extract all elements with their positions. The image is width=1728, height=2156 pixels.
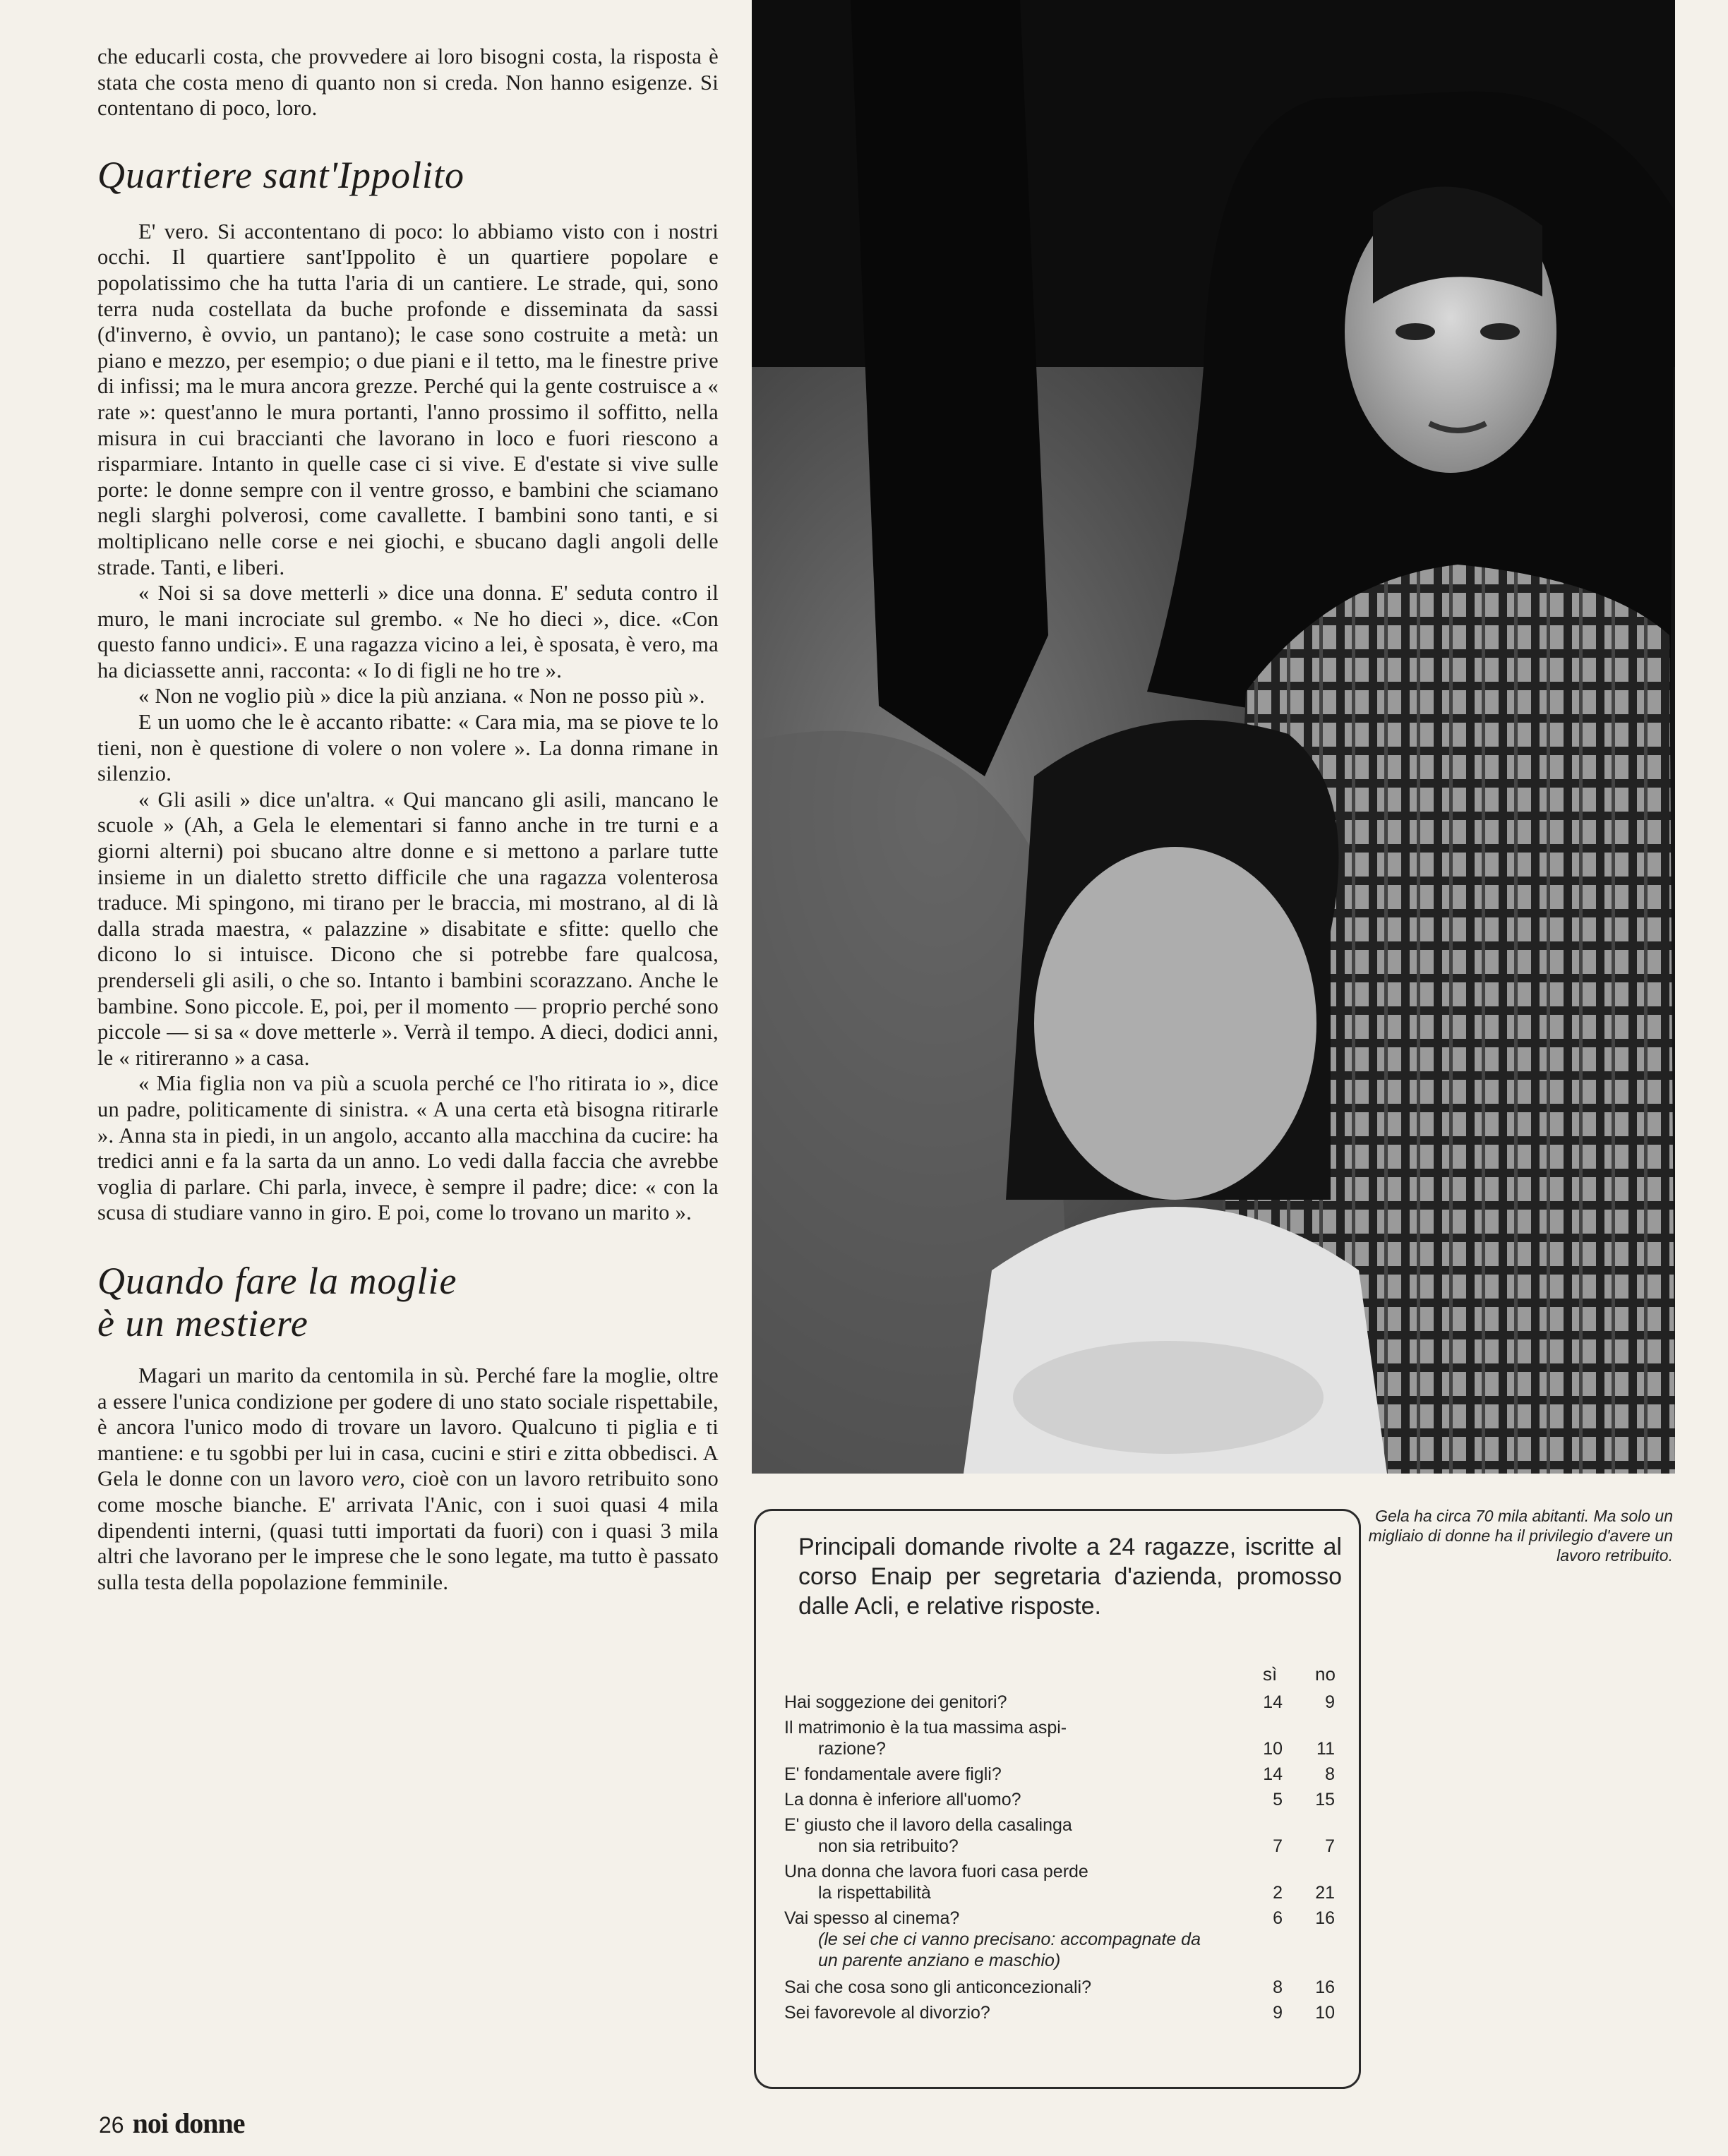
answer-no: 8	[1325, 1764, 1335, 1784]
survey-row	[784, 1764, 1349, 1785]
survey-row	[784, 1977, 1349, 1998]
question-line: E' giusto che il lavoro della casalinga	[784, 1815, 1072, 1835]
question-line: Vai spesso al cinema?	[784, 1908, 960, 1928]
question-text	[784, 2002, 1222, 2023]
answer-no: 10	[1315, 2003, 1335, 2023]
question-line: Il matrimonio è la tua massima aspi-	[784, 1718, 1067, 1738]
question-line: La donna è inferiore all'uomo?	[784, 1790, 1021, 1809]
answer-si: 2	[1273, 1883, 1283, 1903]
column-header-no: no	[1315, 1663, 1336, 1685]
article-paragraph: « Non ne voglio più » dice la più anziana. « Non ne posso più ».	[138, 684, 705, 709]
question-note: (le sei che ci vanno precisano: accompagnate da un parente anziano e maschio)	[818, 1929, 1201, 1970]
article-paragraph: « Mia figlia non va più a scuola perché ce l'ho ritirata io », dice un padre, politicamente di sinistra. « A una certa età bisogna ritirarle ». Anna sta in piedi, in un angolo, accanto alla macchina da cucire: ha tredici anni e fa la sarta da un anno. Lo vedi dalla faccia che avrebbe voglia di parlare. Chi parla, invece, è sempre il padre; dice: « con la scusa di studiare vanno in giro. E poi, come lo trovano un marito ».	[97, 1071, 719, 1225]
answer-no: 7	[1325, 1836, 1335, 1856]
question-continuation: non sia retribuito?	[818, 1836, 959, 1856]
section-heading-line: Quando fare la moglie	[97, 1259, 457, 1302]
survey-row	[784, 1814, 1349, 1857]
article-paragraph: E un uomo che le è accanto ribatte: « Cara mia, ma se piove te lo tieni, non è questione di volere o non volere ». La donna rimane in silenzio.	[97, 710, 719, 786]
question-text	[784, 1789, 1222, 1810]
survey-title: Principali domande rivolte a 24 ragazze, iscritte al corso Enaip per segretaria d'azienda, promosso dalle Acli, e relative risposte.	[798, 1534, 1342, 1620]
article-paragraph: « Noi si sa dove metterli » dice una donna. E' seduta contro il muro, le mani incrociate sul grembo. « Ne ho dieci », dice. «Con questo fanno undici». E una ragazza vicino a lei, è sposata, è vero, ma ha diciassette anni, racconta: « Io di figli ne ho tre ».	[97, 581, 719, 682]
section-heading-quartiere: Quartiere sant'Ippolito	[97, 153, 465, 196]
survey-row	[784, 1692, 1349, 1713]
article-paragraph: E' vero. Si accontentano di poco: lo abbiamo visto con i nostri occhi. Il quartiere sant'Ippolito è un quartiere popolare e popolatissimo che ha tutta l'aria di un cantiere. Le strade, qui, sono terra nuda costellata da buche profonde e disseminata da sassi (d'inverno, è ovvio, un pantano); le case sono costruite a metà: un piano e mezzo, per esempio; o due piani e il tetto, ma le finestre prive di infissi; ma le mura ancora grezze. Perché qui la gente costruisce a « rate »: quest'anno le mura portanti, l'anno prossimo il soffitto, nella misura in cui braccianti che lavorano in loco e fuori riescono a risparmiare. Intanto in quelle case ci si vive. E d'estate si vive sulle porte: le donne sempre con il ventre grosso, e bambini che sciamano negli slarghi polverosi, come cavallette. I bambini sono tanti, e si moltiplicano nelle corse e nei giochi, e sbucano dagli angoli delle strade. Tanti, e liberi.	[97, 219, 719, 579]
article-column	[97, 44, 719, 1595]
question-text	[784, 1861, 1222, 1903]
article-paragraph: « Gli asili » dice un'altra. « Qui mancano gli asili, mancano le scuole » (Ah, a Gela le elementari si fanno anche in tre turni e a giorni alterni) poi sbucano altre donne e si mettono a parlare tutte insieme in un dialetto stretto difficile che una ragazza volenterosa traduce. Mi spingono, mi tirano per le braccia, mi mostrano, al di là dalla strada maestra, « palazzine » disabitate e sfitte: quello che dicono lo si intuisce. Dicono che si potrebbe fare qualcosa, prenderseli gli asili, o che so. Intanto i bambini scorazzano. Anche le bambine. Sono piccole. E, poi, per il momento — proprio perché sono piccole — si sa « dove metterle ». Verrà il tempo. A dieci, dodici anni, le « ritireranno » a casa.	[97, 787, 719, 1070]
question-continuation: razione?	[818, 1739, 886, 1759]
question-text	[784, 1814, 1222, 1857]
answer-si: 6	[1273, 1908, 1283, 1928]
answer-si: 9	[1273, 2003, 1283, 2023]
answer-no: 15	[1315, 1790, 1335, 1809]
text-run: Magari un marito da centomila in sù. Perché fare la moglie, oltre a essere l'unica condizione per godere di uno stato sociale rispettabile, è ancora l'unico modo di trovare un lavoro. Qualcuno ti piglia e ti mantiene: e tu sgobbi per lui in casa, cucini e stiri e zitta obbedisci. A Gela le donne con un lavoro	[97, 1363, 719, 1491]
answer-si: 10	[1263, 1739, 1283, 1759]
survey-row	[784, 1717, 1349, 1759]
answer-si: 8	[1273, 1977, 1283, 1997]
article-paragraph	[97, 1363, 719, 1595]
emphasis-vero: vero	[361, 1467, 400, 1491]
section-heading-line: è un mestiere	[97, 1301, 308, 1344]
survey-row	[784, 1789, 1349, 1810]
question-line: Sai che cosa sono gli anticoncezionali?	[784, 1977, 1091, 1997]
answer-no: 21	[1315, 1883, 1335, 1903]
answer-no: 11	[1316, 1739, 1335, 1759]
photo-girls	[752, 0, 1675, 1474]
photo-caption: Gela ha circa 70 mila abitanti. Ma solo un migliaio di donne ha il privilegio d'avere un lavoro retribuito.	[1368, 1507, 1673, 1565]
page-number: 26	[99, 2112, 124, 2138]
answer-si: 14	[1263, 1692, 1283, 1712]
section-heading-moglie	[97, 1260, 719, 1344]
answer-si: 7	[1273, 1836, 1283, 1856]
question-text	[784, 1908, 1222, 1971]
answer-no: 16	[1315, 1908, 1335, 1928]
page-footer	[99, 2107, 244, 2140]
question-text	[784, 1692, 1222, 1713]
answer-si: 5	[1273, 1790, 1283, 1809]
question-text	[784, 1977, 1222, 1998]
question-continuation: la rispettabilità	[818, 1883, 931, 1903]
magazine-logo: noi donne	[132, 2107, 245, 2139]
question-line: Sei favorevole al divorzio?	[784, 2003, 990, 2023]
survey-row	[784, 1908, 1349, 1971]
text-run: , cioè con un lavoro retribuito sono come mosche bianche. E' arrivata l'Anic, con i suoi quasi 4 mila dipendenti interni, (quasi tutti importati da fuori) con i quasi 3 mila altri che lavorano per le imprese che le sono legate, ma tutto è passato sulla testa della popolazione femminile.	[97, 1467, 719, 1594]
article-intro: che educarli costa, che provvedere ai loro bisogni costa, la risposta è stata che costa meno di quanto non si creda. Non hanno esigenze. Si contentano di poco, loro.	[97, 44, 719, 121]
answer-no: 9	[1325, 1692, 1335, 1712]
question-text	[784, 1717, 1222, 1759]
photo-illustration	[752, 0, 1675, 1474]
column-header-si: sì	[1263, 1663, 1278, 1685]
survey-box	[754, 1509, 1361, 2089]
survey-question-list	[784, 1692, 1349, 2023]
question-text	[784, 1764, 1222, 1785]
question-line: E' fondamentale avere figli?	[784, 1764, 1002, 1784]
survey-row	[784, 1861, 1349, 1903]
question-line: Una donna che lavora fuori casa perde	[784, 1862, 1088, 1881]
question-line: Hai soggezione dei genitori?	[784, 1692, 1007, 1712]
answer-no: 16	[1315, 1977, 1335, 1997]
survey-row	[784, 2002, 1349, 2023]
answer-si: 14	[1263, 1764, 1283, 1784]
